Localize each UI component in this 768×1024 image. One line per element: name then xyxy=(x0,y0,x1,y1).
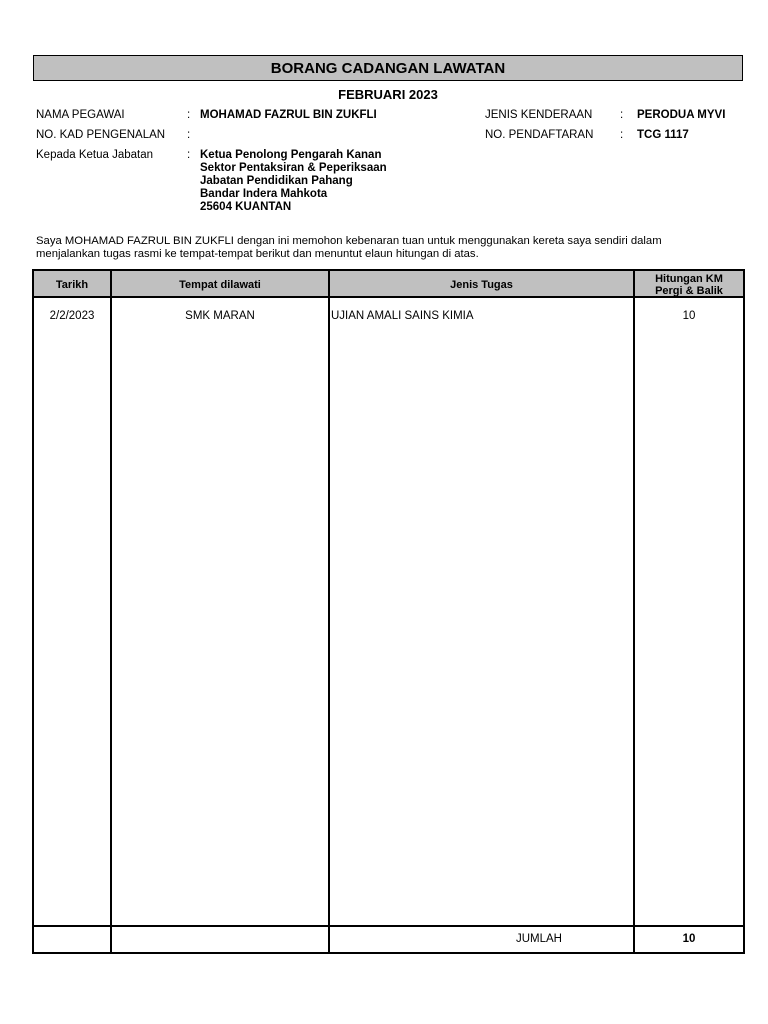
intro-paragraph xyxy=(36,235,748,261)
form-title: BORANG CADANGAN LAWATAN xyxy=(33,55,743,81)
vehicle-reg-label: NO. PENDAFTARAN xyxy=(485,129,594,141)
ic-colon: : xyxy=(187,129,191,141)
to-address xyxy=(200,149,387,214)
row-date: 2/2/2023 xyxy=(49,310,95,322)
name-colon: : xyxy=(187,109,191,121)
column-divider xyxy=(110,271,112,952)
header-km-line: Hitungan KM xyxy=(655,272,723,285)
row-task: UJIAN AMALI SAINS KIMIA xyxy=(331,310,474,322)
row-place: SMK MARAN xyxy=(185,310,255,322)
total-label: JUMLAH xyxy=(515,933,562,945)
visit-table xyxy=(32,269,745,954)
to-colon: : xyxy=(187,149,191,161)
address-line: Ketua Penolong Pengarah Kanan xyxy=(200,149,382,161)
name-label: NAMA PEGAWAI xyxy=(36,109,125,121)
header-km xyxy=(635,271,743,298)
address-line: Jabatan Pendidikan Pahang xyxy=(200,175,353,187)
row-km: 10 xyxy=(682,310,696,322)
vehicle-type-value: PERODUA MYVI xyxy=(637,109,726,121)
vehicle-type-colon: : xyxy=(620,109,624,121)
total-value: 10 xyxy=(682,933,696,945)
header-date: Tarikh xyxy=(55,278,89,291)
header-task: Jenis Tugas xyxy=(450,278,513,291)
address-line: 25604 KUANTAN xyxy=(200,201,292,213)
header-place: Tempat dilawati xyxy=(179,278,261,291)
column-divider xyxy=(633,271,635,952)
address-line: Sektor Pentaksiran & Peperiksaan xyxy=(200,162,387,174)
column-divider xyxy=(328,271,330,952)
intro-line: menjalankan tugas rasmi ke tempat-tempat berikut dan menuntut elaun hitungan di atas. xyxy=(36,248,479,260)
to-label: Kepada Ketua Jabatan xyxy=(36,149,154,161)
vehicle-type-label: JENIS KENDERAAN xyxy=(485,109,593,121)
intro-line: Saya MOHAMAD FAZRUL BIN ZUKFLI dengan ini memohon kebenaran tuan untuk menggunakan kereta saya sendiri dalam xyxy=(36,235,662,247)
address-line: Bandar Indera Mahkota xyxy=(200,188,328,200)
vehicle-reg-colon: : xyxy=(620,129,624,141)
total-row-divider xyxy=(34,925,743,927)
name-value: MOHAMAD FAZRUL BIN ZUKFLI xyxy=(200,109,377,121)
header-km-line: Pergi & Balik xyxy=(655,284,723,297)
ic-label: NO. KAD PENGENALAN xyxy=(36,129,166,141)
vehicle-reg-value: TCG 1117 xyxy=(637,129,689,141)
form-month: FEBRUARI 2023 xyxy=(338,87,438,102)
